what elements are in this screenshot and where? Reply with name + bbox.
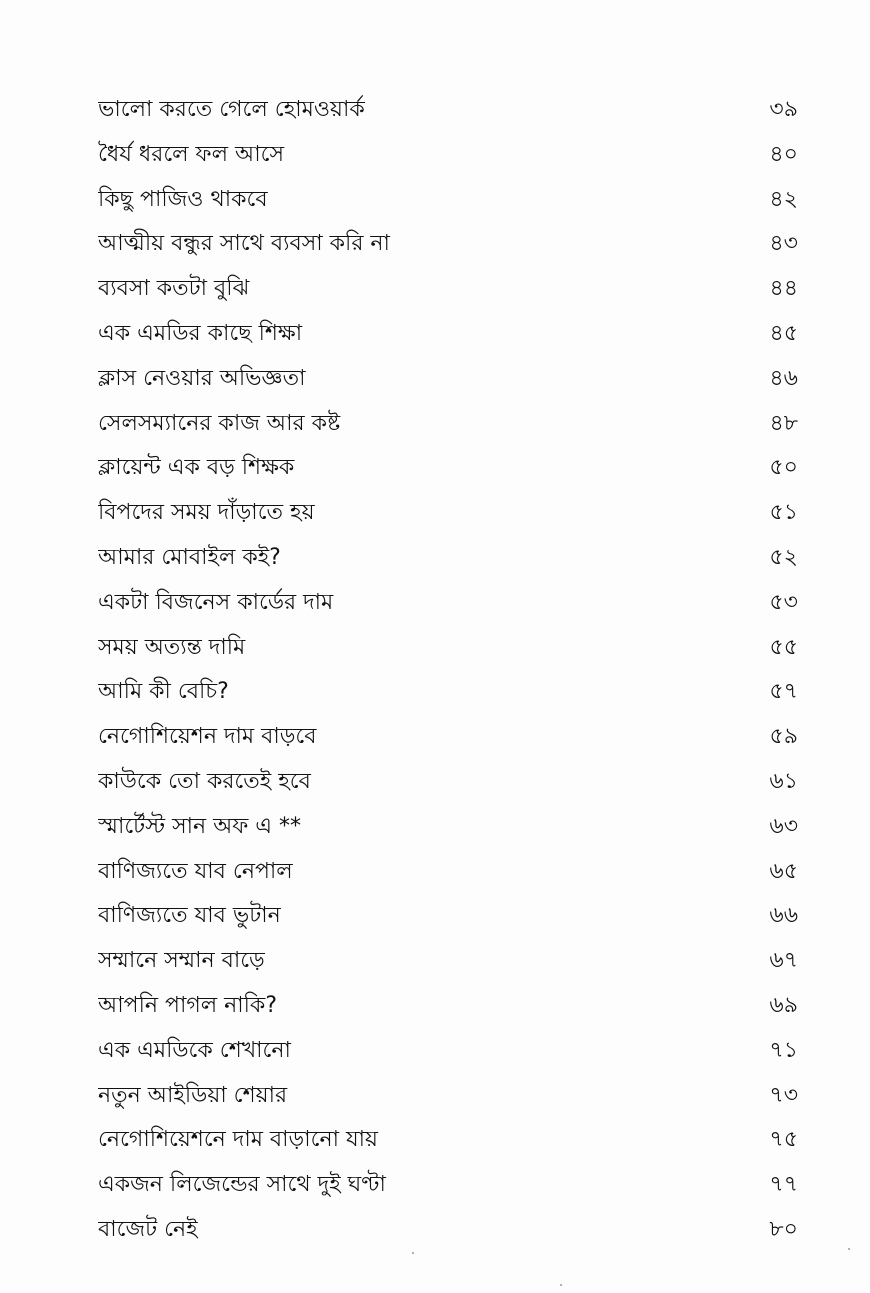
toc-entry-title: বাজেট নেই — [98, 1216, 198, 1242]
toc-entry — [98, 88, 798, 133]
toc-entry-title: এক এমডির কাছে শিক্ষা — [98, 320, 303, 346]
toc-entry — [98, 1029, 798, 1074]
toc-entry-page: ৪৫ — [769, 320, 798, 346]
toc-entry-title: আত্মীয় বন্ধুর সাথে ব্যবসা করি না — [98, 231, 390, 257]
toc-entry-page: ৬১ — [769, 768, 798, 794]
toc-entry-title: ভালো করতে গেলে হোমওয়ার্ক — [98, 97, 365, 122]
toc-entry-page: ৫৩ — [769, 589, 798, 615]
toc-entry — [98, 939, 798, 984]
toc-entry — [98, 850, 798, 895]
toc-entry — [98, 491, 798, 536]
toc-entry — [98, 805, 798, 850]
toc-entry-title: একটা বিজনেস কার্ডের দাম — [98, 589, 334, 615]
toc-entry-page: ৫৫ — [769, 634, 798, 660]
table-of-contents — [98, 88, 798, 1253]
toc-entry — [98, 178, 798, 223]
toc-entry-title: ক্লায়েন্ট এক বড় শিক্ষক — [98, 455, 295, 481]
toc-entry — [98, 357, 798, 402]
toc-entry — [98, 402, 798, 447]
toc-entry-page: ৪৩ — [769, 231, 798, 257]
print-speck — [560, 1284, 562, 1286]
toc-entry-page: ৬৫ — [769, 858, 798, 884]
toc-entry-title: নেগোশিয়েশন দাম বাড়বে — [98, 724, 317, 750]
toc-entry-page: ৬৭ — [769, 948, 798, 974]
toc-entry-title: বিপদের সময় দাঁড়াতে হয় — [98, 500, 315, 526]
toc-entry — [98, 133, 798, 178]
toc-entry-page: ৪২ — [769, 186, 798, 212]
toc-entry-title: আমার মোবাইল কই? — [98, 544, 281, 570]
toc-entry — [98, 1074, 798, 1119]
toc-entry-page: ৫২ — [769, 544, 798, 570]
print-speck — [848, 1248, 850, 1250]
toc-entry — [98, 536, 798, 581]
toc-entry-page: ৭৩ — [769, 1082, 798, 1108]
toc-entry-page: ৬৬ — [769, 903, 798, 929]
toc-entry-page: ৬৩ — [769, 813, 798, 839]
toc-entry — [98, 1208, 798, 1253]
toc-entry-page: ৫৭ — [769, 679, 798, 705]
toc-entry-title: ক্লাস নেওয়ার অভিজ্ঞতা — [98, 365, 306, 391]
toc-entry-title: একজন লিজেন্ডের সাথে দুই ঘণ্টা — [98, 1172, 386, 1198]
toc-entry-title: বাণিজ্যতে যাব ভুটান — [98, 903, 281, 929]
toc-entry-title: সেলসম্যানের কাজ আর কষ্ট — [98, 410, 341, 436]
toc-entry-page: ৩৯ — [769, 97, 798, 122]
toc-entry-title: স্মার্টেস্ট সান অফ এ ** — [98, 813, 301, 839]
toc-entry-page: ৪৮ — [769, 410, 798, 436]
toc-entry-page: ৪৪ — [769, 276, 798, 302]
toc-entry-page: ৫০ — [769, 455, 798, 481]
print-speck — [412, 1252, 414, 1254]
toc-entry-title: ব্যবসা কতটা বুঝি — [98, 276, 250, 302]
toc-entry — [98, 984, 798, 1029]
toc-entry — [98, 626, 798, 671]
toc-entry — [98, 446, 798, 491]
toc-entry-page: ৮০ — [769, 1216, 798, 1242]
toc-entry — [98, 267, 798, 312]
toc-entry — [98, 1163, 798, 1208]
toc-entry-title: বাণিজ্যতে যাব নেপাল — [98, 858, 293, 884]
toc-entry-title: নেগোশিয়েশনে দাম বাড়ানো যায় — [98, 1127, 379, 1153]
toc-entry-title: আমি কী বেচি? — [98, 679, 229, 705]
toc-entry-page: ৫৯ — [769, 724, 798, 750]
toc-entry-page: ৬৯ — [769, 992, 798, 1018]
toc-entry-page: ৪৬ — [769, 365, 798, 391]
toc-entry — [98, 581, 798, 626]
toc-entry-page: ৭১ — [769, 1037, 798, 1063]
toc-entry-page: ৪০ — [769, 141, 798, 167]
toc-entry — [98, 222, 798, 267]
toc-entry — [98, 670, 798, 715]
toc-entry-title: এক এমডিকে শেখানো — [98, 1037, 291, 1063]
toc-entry-title: কিছু পাজিও থাকবে — [98, 186, 268, 212]
toc-entry — [98, 715, 798, 760]
toc-entry-title: সম্মানে সম্মান বাড়ে — [98, 948, 265, 974]
toc-entry-title: নতুন আইডিয়া শেয়ার — [98, 1082, 288, 1108]
toc-entry — [98, 760, 798, 805]
toc-entry-title: সময় অত্যন্ত দামি — [98, 634, 246, 660]
toc-entry — [98, 894, 798, 939]
toc-entry — [98, 312, 798, 357]
toc-entry-page: ৫১ — [769, 500, 798, 526]
toc-entry-page: ৭৫ — [769, 1127, 798, 1153]
toc-entry-title: ধৈর্য ধরলে ফল আসে — [98, 141, 285, 167]
toc-entry-title: আপনি পাগল নাকি? — [98, 992, 278, 1018]
toc-entry-page: ৭৭ — [769, 1172, 798, 1198]
toc-entry-title: কাউকে তো করতেই হবে — [98, 768, 311, 794]
toc-entry — [98, 1118, 798, 1163]
